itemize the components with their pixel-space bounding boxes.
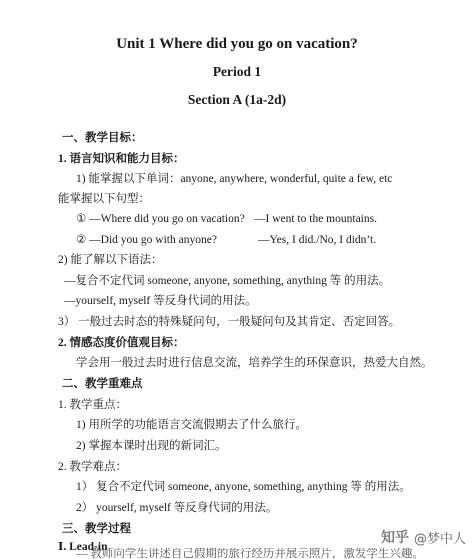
watermark-user: @梦中人 bbox=[413, 531, 466, 547]
heading-key-points: 二、教学重难点 bbox=[62, 378, 143, 390]
key-point-2: 2) 掌握本课时出现的新词汇。 bbox=[76, 440, 227, 452]
difficult-point-1: 1） 复合不定代词 someone, anyone, something, anything 等 的用法。 bbox=[76, 481, 411, 493]
sentence-patterns-label: 能掌握以下句型： bbox=[58, 193, 150, 205]
cut-off-line bbox=[0, 548, 474, 559]
difficult-points-label: 2. 教学难点： bbox=[58, 461, 127, 473]
document-title: Unit 1 Where did you go on vacation? bbox=[116, 36, 358, 52]
sentence-answer-2: —Yes, I did./No, I didn’t. bbox=[258, 234, 377, 246]
sentence-answer-1: —I went to the mountains. bbox=[254, 213, 377, 225]
grammar-point-1: —复合不定代词 someone, anyone, something, anything 等 的用法。 bbox=[64, 275, 391, 287]
sentence-question-1: ① —Where did you go on vacation? bbox=[76, 213, 245, 225]
sentence-question-2: ② —Did you go with anyone? bbox=[76, 234, 217, 246]
lead-in-label: Ⅰ. Lead-in bbox=[58, 541, 108, 553]
grammar-point-3: 3） 一般过去时态的特殊疑问句，一般疑问句及其肯定、否定回答。 bbox=[58, 316, 401, 328]
key-points-label: 1. 教学重点： bbox=[58, 399, 127, 411]
section-label: Section A (1a-2d) bbox=[187, 92, 287, 107]
heading-language-goals: 1. 语言知识和能力目标： bbox=[58, 153, 185, 165]
watermark bbox=[381, 527, 466, 547]
emotional-goals-text: 学会用一般过去时进行信息交流，培养学生的环保意识，热爱大自然。 bbox=[76, 357, 433, 369]
heading-teaching-process: 三、教学过程 bbox=[62, 523, 131, 535]
grammar-label: 2) 能了解以下语法： bbox=[58, 254, 163, 266]
difficult-point-2: 2） yourself, myself 等反身代词的用法。 bbox=[76, 502, 278, 514]
key-point-1: 1) 用所学的功能语言交流假期去了什么旅行。 bbox=[76, 419, 307, 431]
heading-objectives: 一、教学目标： bbox=[62, 132, 143, 144]
grammar-point-2: —yourself, myself 等反身代词的用法。 bbox=[64, 295, 257, 307]
cut-off-text: — 教师向学生讲述自己假期的旅行经历并展示照片，激发学生兴趣。 bbox=[76, 548, 424, 559]
period-label: Period 1 bbox=[212, 64, 262, 79]
vocab-line: 1) 能掌握以下单词：anyone, anywhere, wonderful, quite a few, etc bbox=[76, 173, 393, 185]
heading-emotional-goals: 2. 情感态度价值观目标： bbox=[58, 337, 185, 349]
zhihu-logo: 知乎 bbox=[380, 530, 409, 546]
